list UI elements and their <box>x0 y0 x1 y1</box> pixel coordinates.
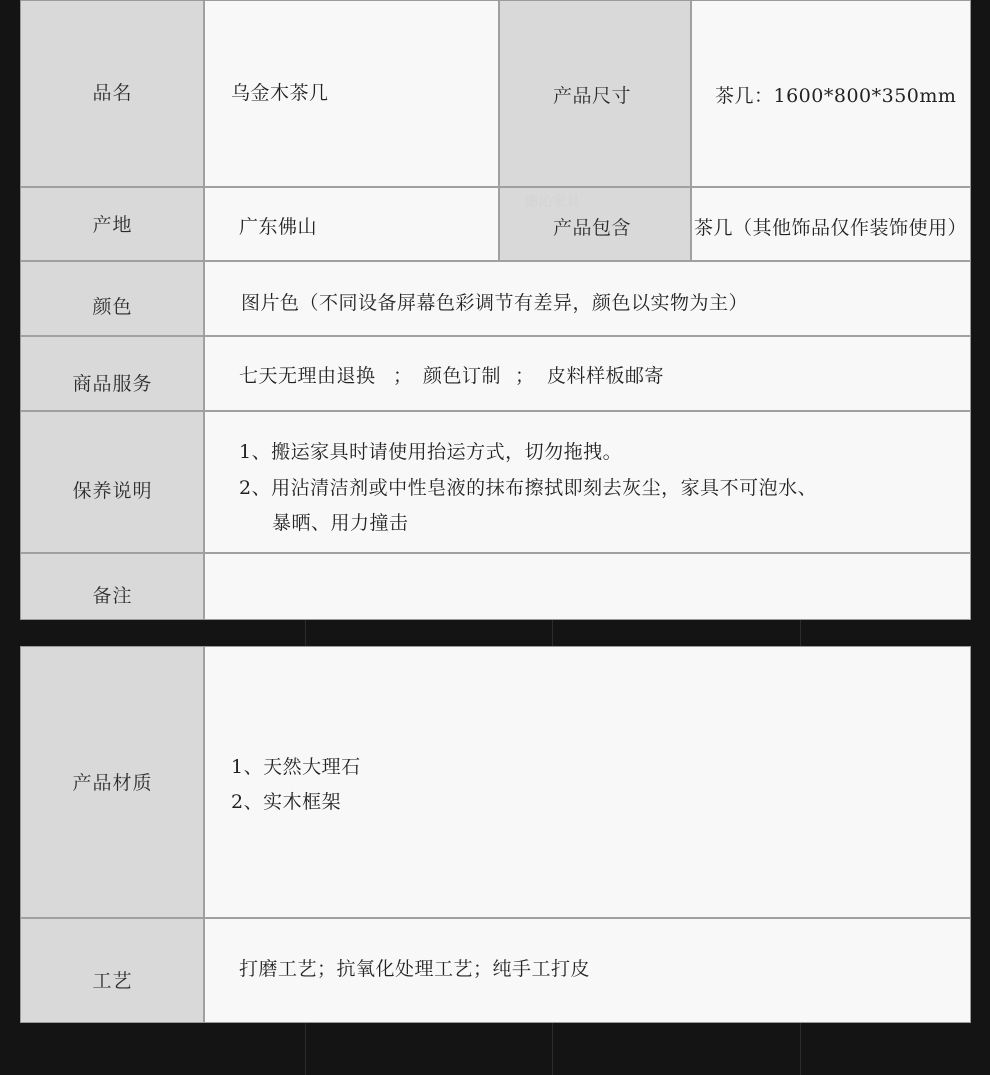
care-line: 暴晒、用力撞击 <box>272 512 409 534</box>
row-divider <box>21 335 970 337</box>
notes-label: 备注 <box>92 585 133 607</box>
color-label: 颜色 <box>92 296 133 318</box>
color-value: 图片色（不同设备屏幕色彩调节有差异，颜色以实物为主） <box>241 292 749 314</box>
material-label: 产品材质 <box>72 772 153 794</box>
origin-value: 广东佛山 <box>239 216 318 238</box>
product-size-label: 产品尺寸 <box>553 85 632 107</box>
care-line: 1、搬运家具时请使用抬运方式，切勿拖拽。 <box>239 441 623 463</box>
origin-label: 产地 <box>92 214 133 236</box>
includes-value: 茶几（其他饰品仅作装饰使用） <box>694 217 968 239</box>
service-item: 皮料样板邮寄 <box>547 365 665 387</box>
service-item: 七天无理由退换 <box>239 365 376 387</box>
includes-label: 产品包含 <box>553 217 632 239</box>
row-divider <box>21 186 970 188</box>
care-line: 2、用沾清洁剂或中性皂液的抹布擦拭即刻去灰尘，家具不可泡水、 <box>239 477 818 499</box>
service-separator: ； <box>515 365 535 387</box>
column-divider <box>498 1 500 260</box>
craft-label: 工艺 <box>92 970 133 992</box>
material-table <box>20 646 971 1023</box>
column-divider <box>690 1 692 260</box>
row-divider <box>21 410 970 412</box>
care-label: 保养说明 <box>72 480 153 502</box>
service-separator: ； <box>393 365 413 387</box>
row-divider <box>21 260 970 262</box>
material-line: 1、天然大理石 <box>231 756 361 778</box>
row-divider <box>21 552 970 554</box>
craft-value: 打磨工艺；抗氧化处理工艺；纯手工打皮 <box>239 958 591 980</box>
row-divider <box>21 917 970 919</box>
watermark: 德沁家具 <box>524 194 580 210</box>
product-name-value: 乌金木茶几 <box>231 82 329 104</box>
service-label: 商品服务 <box>72 373 153 395</box>
product-size-value: 茶几：1600*800*350mm <box>715 85 957 107</box>
service-item: 颜色订制 <box>423 365 502 387</box>
spec-table <box>20 0 971 620</box>
material-line: 2、实木框架 <box>231 791 342 813</box>
product-name-label: 品名 <box>92 82 133 104</box>
